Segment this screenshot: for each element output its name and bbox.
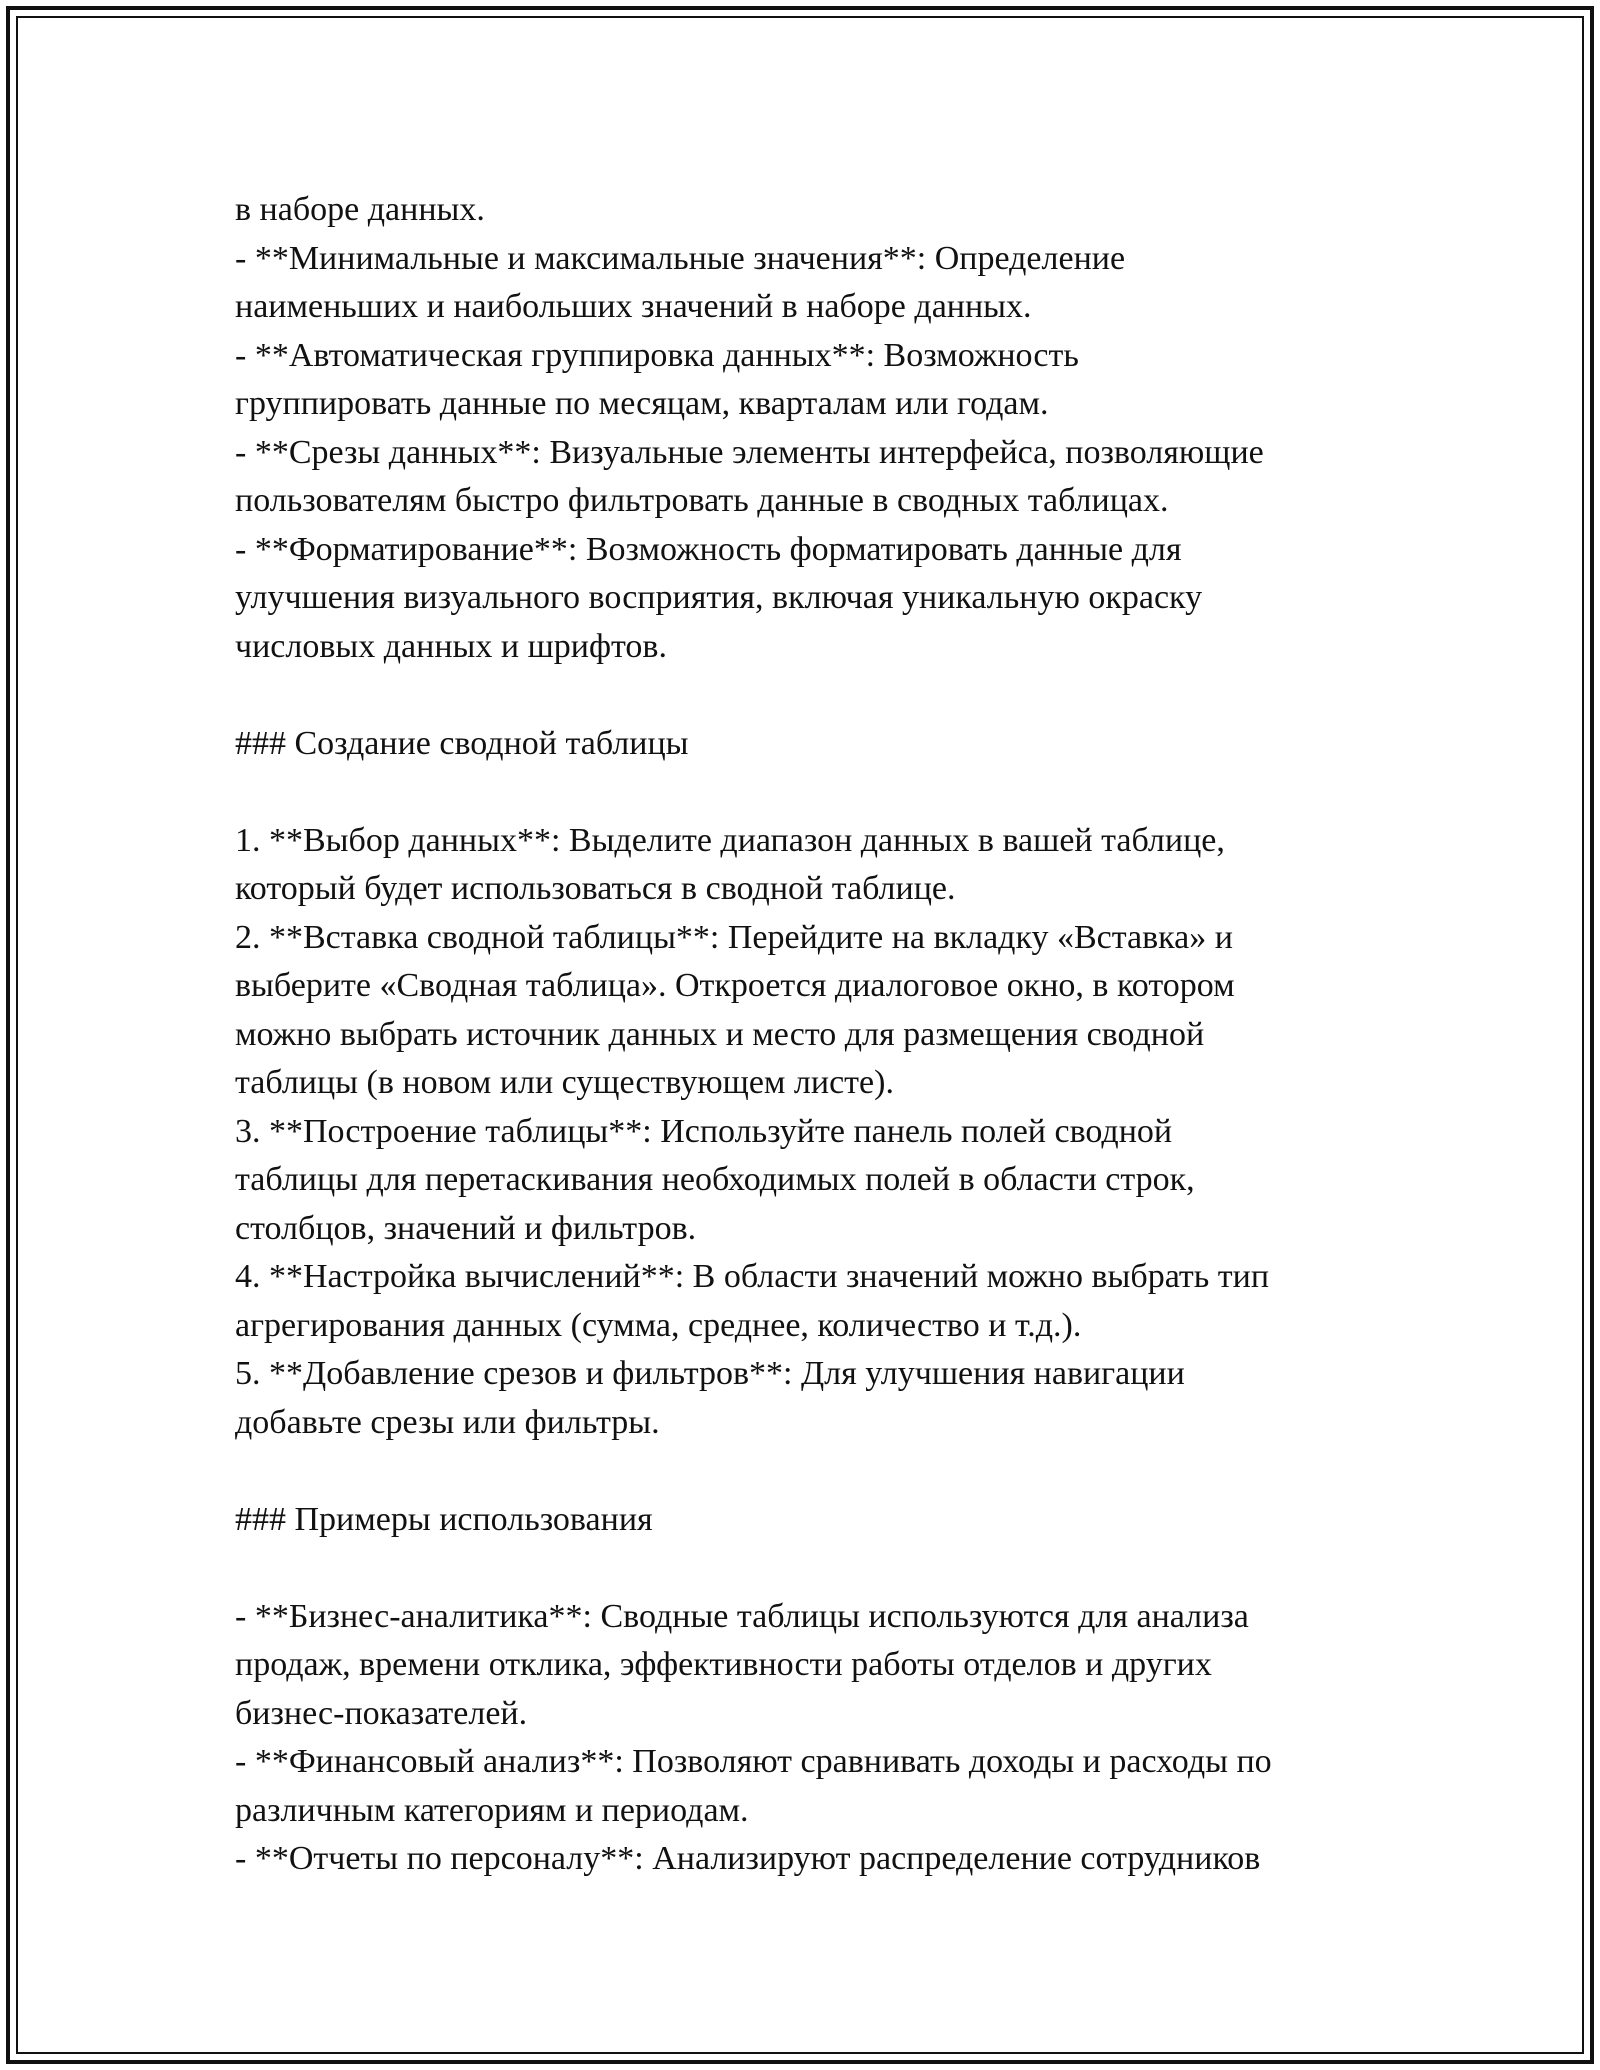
text-line: - **Минимальные и максимальные значения**: Определение — [235, 239, 1126, 277]
text-line: бизнес-показателей. — [235, 1694, 528, 1732]
text-line: - **Срезы данных**: Визуальные элементы интерфейса, позволяющие — [235, 433, 1264, 471]
blank-line — [235, 768, 1375, 817]
text-line: 4. **Настройка вычислений**: В области значений можно выбрать тип — [235, 1258, 1270, 1295]
text-line: добавьте срезы или фильтры. — [235, 1403, 660, 1441]
text-line: различным категориям и периодам. — [235, 1791, 749, 1829]
text-line: - **Отчеты по персоналу**: Анализируют распределение сотрудников — [235, 1840, 1261, 1877]
blank-line — [235, 671, 1375, 720]
text-line: который будет использоваться в сводной таблице. — [235, 870, 956, 907]
text-line: группировать данные по месяцам, кварталам или годам. — [235, 385, 1049, 422]
text-line: таблицы для перетаскивания необходимых полей в области строк, — [235, 1161, 1195, 1198]
section-heading: ### Примеры использования — [235, 1500, 653, 1538]
text-line: 5. **Добавление срезов и фильтров**: Для улучшения навигации — [235, 1355, 1185, 1392]
text-line: - **Финансовый анализ**: Позволяют сравнивать доходы и расходы по — [235, 1743, 1272, 1780]
text-line: продаж, времени отклика, эффективности работы отделов и других — [235, 1646, 1212, 1683]
text-line: столбцов, значений и фильтров. — [235, 1209, 697, 1247]
document-body — [235, 186, 1375, 1884]
text-line: - **Форматирование**: Возможность форматировать данные для — [235, 530, 1182, 568]
blank-line — [235, 1544, 1375, 1593]
text-line: агрегирования данных (сумма, среднее, количество и т.д.). — [235, 1306, 1082, 1344]
text-line: - **Автоматическая группировка данных**: Возможность — [235, 336, 1079, 374]
text-line: таблицы (в новом или существующем листе). — [235, 1064, 894, 1101]
text-line: 2. **Вставка сводной таблицы**: Перейдите на вкладку «Вставка» и — [235, 918, 1233, 956]
text-line: наименьших и наибольших значений в наборе данных. — [235, 288, 1032, 325]
text-line: в наборе данных. — [235, 191, 485, 228]
text-line: - **Бизнес-аналитика**: Сводные таблицы используются для анализа — [235, 1597, 1249, 1635]
text-line: пользователям быстро фильтровать данные в сводных таблицах. — [235, 482, 1169, 519]
text-line: выберите «Сводная таблица». Откроется диалоговое окно, в котором — [235, 967, 1235, 1004]
blank-line — [235, 1447, 1375, 1496]
text-line: 3. **Построение таблицы**: Используйте панель полей сводной — [235, 1112, 1173, 1150]
text-line: 1. **Выбор данных**: Выделите диапазон данных в вашей таблице, — [235, 821, 1225, 859]
text-line: улучшения визуального восприятия, включая уникальную окраску — [235, 579, 1203, 616]
text-line: можно выбрать источник данных и место для размещения сводной — [235, 1015, 1205, 1053]
section-heading: ### Создание сводной таблицы — [235, 724, 689, 762]
text-line: числовых данных и шрифтов. — [235, 627, 667, 665]
